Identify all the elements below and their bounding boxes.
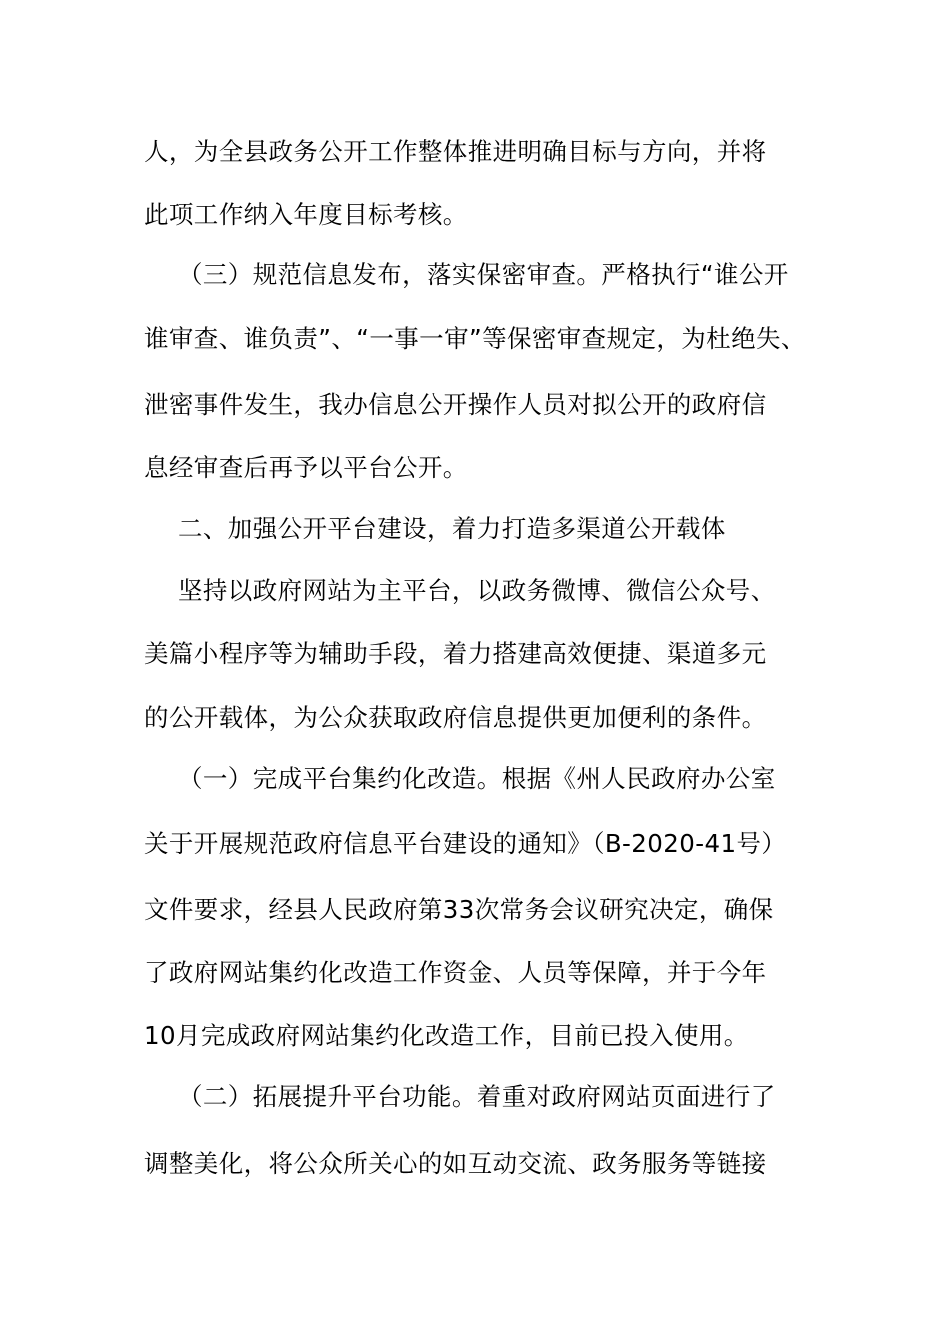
- text-line: 文件要求，经县人民政府第33次常务会议研究决定，确保: [144, 895, 774, 924]
- text-line: 息经审查后再予以平台公开。: [144, 453, 468, 482]
- text-line: 了政府网站集约化改造工作资金、人员等保障，并于今年: [144, 958, 767, 987]
- text-line: 此项工作纳入年度目标考核。: [144, 200, 468, 229]
- text-line: 关于开展规范政府信息平台建设的通知》（B-2020-41号）: [144, 829, 787, 858]
- text-line: 谁审查、谁负责”、“一事一审”等保密审查规定，为杜绝失、: [144, 324, 806, 353]
- paragraph-start-line: 坚持以政府网站为主平台，以政务微博、微信公众号、: [178, 576, 776, 605]
- text-line: 的公开载体，为公众获取政府信息提供更加便利的条件。: [144, 703, 767, 732]
- text-line: 调整美化，将公众所关心的如互动交流、政务服务等链接: [144, 1149, 767, 1178]
- paragraph-start-line: （三）规范信息发布，落实保密审查。严格执行“谁公开: [178, 260, 789, 289]
- text-line: 人，为全县政务公开工作整体推进明确目标与方向，并将: [144, 137, 767, 166]
- text-line: 美篇小程序等为辅助手段，着力搭建高效便捷、渠道多元: [144, 639, 767, 668]
- text-line: 10月完成政府网站集约化改造工作，目前已投入使用。: [144, 1021, 749, 1050]
- text-line: 泄密事件发生，我办信息公开操作人员对拟公开的政府信: [144, 390, 767, 419]
- paragraph-start-line: （一）完成平台集约化改造。根据《州人民政府办公室: [178, 764, 776, 793]
- section-heading: 二、加强公开平台建设，着力打造多渠道公开载体: [178, 514, 726, 543]
- paragraph-start-line: （二）拓展提升平台功能。着重对政府网站页面进行了: [178, 1082, 776, 1111]
